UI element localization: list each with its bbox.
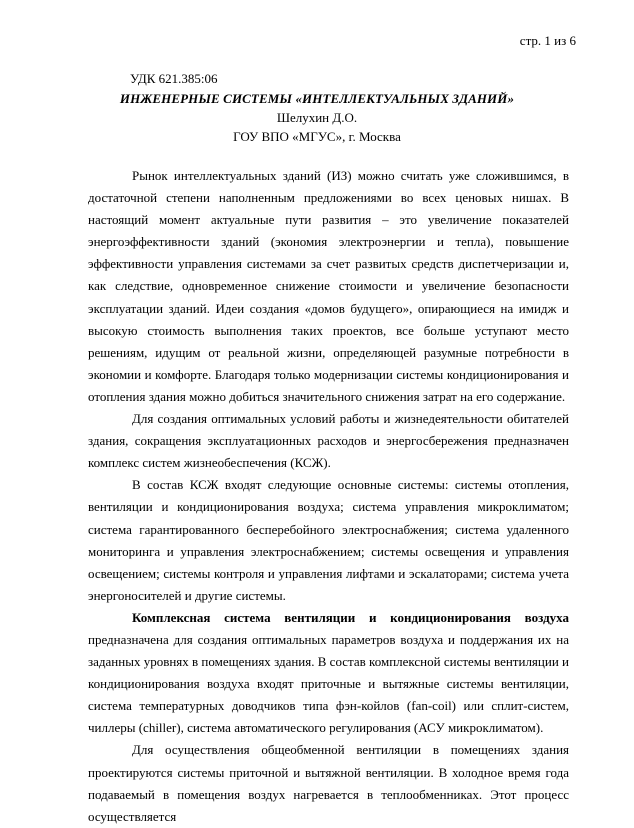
page-number: стр. 1 из 6	[519, 33, 576, 48]
paragraph-1: Рынок интеллектуальных зданий (ИЗ) можно считать уже сложившимся, в достаточной степени наполненным предложениями во всех ценовых нишах. В настоящий момент актуальные пути развития – это увеличение показателей энергоэффективности зданий (экономия электроэнергии и тепла), повышение эффективности управления системами за счет развитых средств диспетчеризации и, как следствие, одновременное снижение стоимости и увеличение безопасности эксплуатации зданий. Идеи создания «домов будущего», опирающиеся на имидж и высокую стоимость выполнения таких проектов, все больше уступают место решениям, идущим от реальной жизни, определяющей разумные потребности в экономии и комфорте. Благодаря только модернизации системы кондиционирования и отопления здания можно добиться значительного снижения затрат на его содержание.	[88, 168, 569, 404]
article-title: ИНЖЕНЕРНЫЕ СИСТЕМЫ «ИНТЕЛЛЕКТУАЛЬНЫХ ЗДАНИЙ»	[119, 91, 515, 106]
paragraph-4	[88, 607, 569, 740]
paragraph-5: Для осуществления общеобменной вентиляции в помещениях здания проектируются системы приточной и вытяжной вентиляции. В холодное время года подаваемый в помещения воздух нагревается в теплообменниках. Этот процесс осуществляется	[88, 742, 569, 824]
paragraph-4-text: предназначена для создания оптимальных параметров воздуха и поддержания их на заданных уровнях в помещениях здания. В состав комплексной системы вентиляции и кондиционирования воздуха входят приточные и вытяжные системы вентиляции, система температурных доводчиков типа фэн-койлов (fan-coil) или сплит-систем, чиллеры (chiller), система автоматического регулирования (АСУ микроклиматом).	[88, 631, 569, 736]
organization: ГОУ ВПО «МГУС», г. Москва	[233, 129, 401, 144]
paragraph-2: Для создания оптимальных условий работы и жизнедеятельности обитателей здания, сокращения эксплуатационных расходов и энергосбережения предназначен комплекс систем жизнеобеспечения (КСЖ).	[88, 411, 569, 471]
udc-code: УДК 621.385:06	[130, 71, 218, 86]
article-body	[88, 165, 569, 828]
bold-term: Комплексная система вентиляции и кондиционирования воздуха	[132, 609, 569, 625]
paragraph-3: В состав КСЖ входят следующие основные системы: системы отопления, вентиляции и кондиционирования воздуха; система управления микроклиматом; система гарантированного бесперебойного электроснабжения; система удаленного мониторинга и управления электроснабжением; системы освещения и управления освещением; системы контроля и управления лифтами и эскалаторами; система учета энергоносителей и другие системы.	[88, 477, 569, 603]
author-name: Шелухин Д.О.	[276, 110, 358, 125]
